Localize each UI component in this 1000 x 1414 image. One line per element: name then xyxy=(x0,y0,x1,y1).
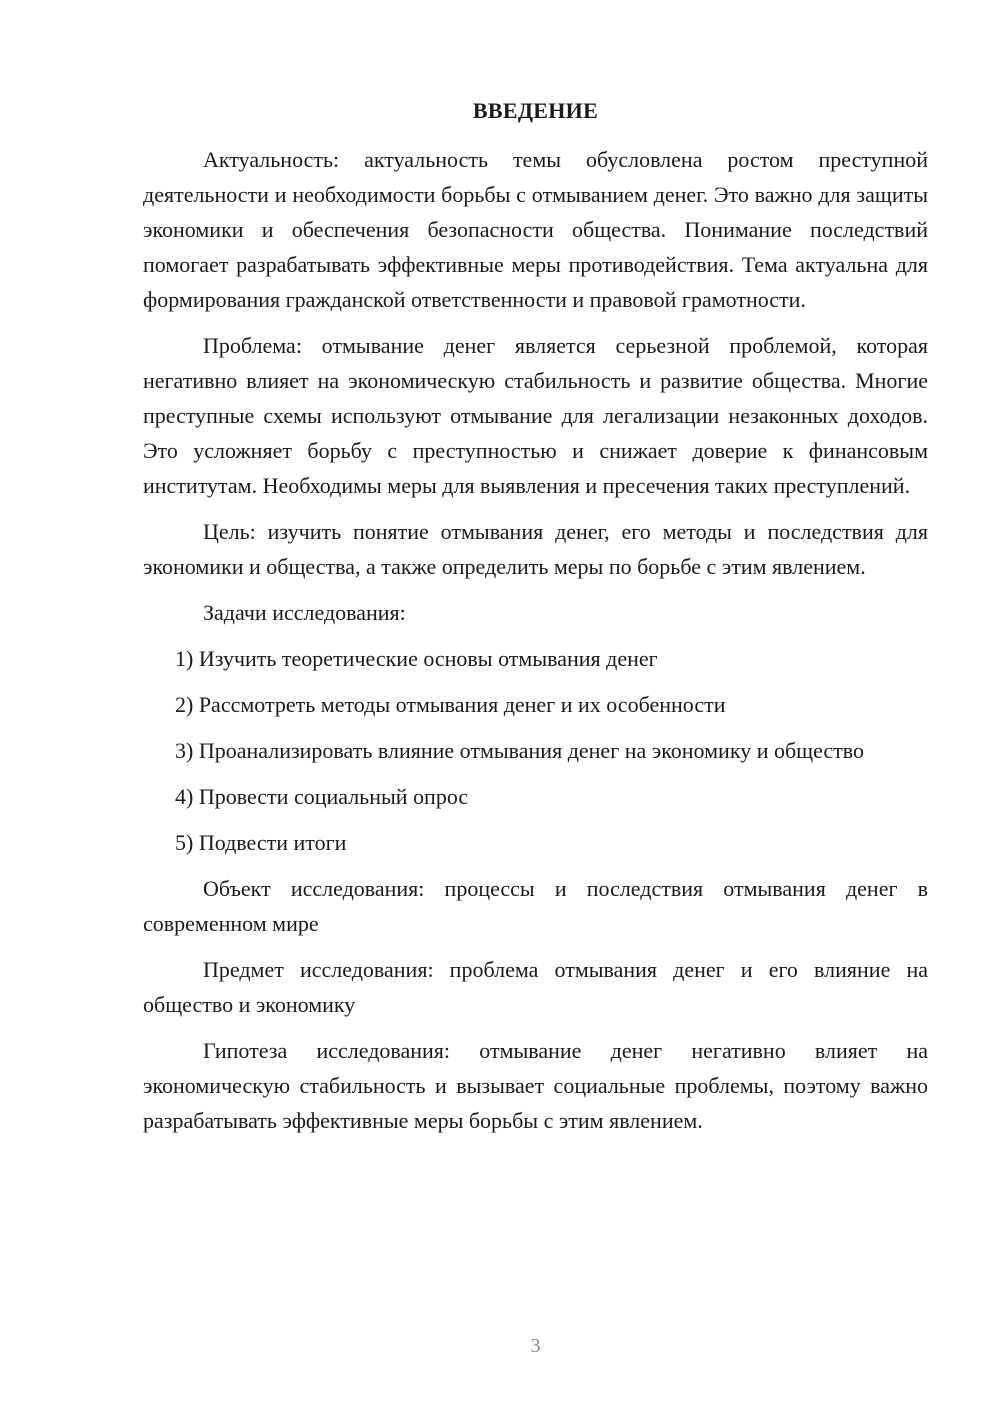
task-item-1: 1) Изучить теоретические основы отмывания денег xyxy=(175,646,658,671)
section-title: ВВЕДЕНИЕ xyxy=(472,98,599,123)
paragraph-object: Объект исследования: процессы и последствия отмывания денег в современном мире xyxy=(143,876,928,936)
paragraph-subject: Предмет исследования: проблема отмывания денег и его влияние на общество и экономику xyxy=(143,957,928,1017)
paragraph-relevance: Актуальность: актуальность темы обусловлена ростом преступной деятельности и необходимости борьбы с отмыванием денег. Это важно для защиты экономики и обеспечения безопасности общества. Понимание последствий помогает разрабатывать эффективные меры противодействия. Тема актуальна для формирования гражданской ответственности и правовой грамотности. xyxy=(143,147,928,312)
page-number: 3 xyxy=(530,1335,541,1357)
body-text xyxy=(143,142,928,1149)
tasks-heading: Задачи исследования: xyxy=(203,600,406,625)
task-item-5: 5) Подвести итоги xyxy=(175,830,347,855)
task-item-2: 2) Рассмотреть методы отмывания денег и их особенности xyxy=(175,692,726,717)
paragraph-hypothesis: Гипотеза исследования: отмывание денег негативно влияет на экономическую стабильность и вызывает социальные проблемы, поэтому важно разрабатывать эффективные меры борьбы с этим явлением. xyxy=(143,1038,928,1133)
task-item-3: 3) Проанализировать влияние отмывания денег на экономику и общество xyxy=(175,738,865,763)
paragraph-goal: Цель: изучить понятие отмывания денег, его методы и последствия для экономики и общества, а также определить меры по борьбе с этим явлением. xyxy=(143,519,928,579)
paragraph-problem: Проблема: отмывание денег является серьезной проблемой, которая негативно влияет на экономическую стабильность и развитие общества. Многие преступные схемы используют отмывание для легализации незаконных доходов. Это усложняет борьбу с преступностью и снижает доверие к финансовым институтам. Необходимы меры для выявления и пресечения таких преступлений. xyxy=(143,333,928,498)
task-item-4: 4) Провести социальный опрос xyxy=(175,784,469,809)
document-page xyxy=(143,0,928,1414)
